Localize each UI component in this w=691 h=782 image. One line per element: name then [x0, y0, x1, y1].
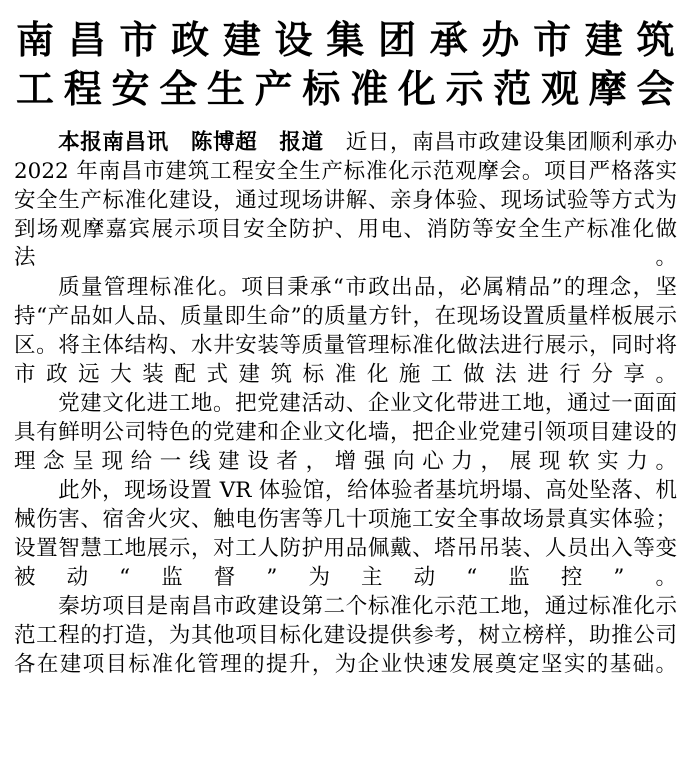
article-paragraph-4: 此外，现场设置 VR 体验馆，给体验者基坑坍塌、高处坠落、机械伤害、宿舍火灾、触电伤害等几十项施工安全事故场景真实体验；设置智慧工地展示，对工人防护用品佩戴、塔吊吊装、人员出入等变被动“监督”为主动“监控”。: [14, 478, 677, 590]
headline-line-1: 南昌市政建设集团承办市建筑: [16, 18, 675, 62]
article-paragraph-2: 质量管理标准化。项目秉承“市政出品，必属精品”的理念，坚持“产品如人品、质量即生命”的质量方针，在现场设置质量样板展示区。将主体结构、水井安装等质量管理标准化做法进行展示，同时将市政远大装配式建筑标准化施工做法进行分享。: [14, 274, 677, 387]
byline-source: 本报南昌讯: [58, 129, 169, 155]
article-paragraph-lead-text: 近日，南昌市政建设集团顺利承办 2022 年南昌市建筑工程安全生产标准化示范观摩会。项目严格落实安全生产标准化建设，通过现场讲解、亲身体验、现场试验等方式为到场观摩嘉宾展示项目安全防护、用电、消防等安全生产标准化做法。: [14, 129, 677, 271]
byline-author: 陈博超: [190, 129, 258, 155]
article-paragraph-3: 党建文化进工地。把党建活动、企业文化带进工地，通过一面面具有鲜明公司特色的党建和企业文化墙，把企业党建引领项目建设的理念呈现给一线建设者，增强向心力，展现软实力。: [14, 390, 677, 474]
article-paragraph-5: 秦坊项目是南昌市政建设第二个标准化示范工地，通过标准化示范工程的打造，为其他项目标化建设提供参考，树立榜样，助推公司各在建项目标准化管理的提升，为企业快速发展奠定坚实的基础。: [14, 594, 677, 678]
byline-verb: 报道: [278, 129, 324, 155]
headline-line-2: 工程安全生产标准化示范观摩会: [16, 67, 675, 112]
page-title: [14, 16, 677, 115]
article-paragraph-lead: [14, 129, 677, 274]
article-body: [14, 129, 677, 680]
